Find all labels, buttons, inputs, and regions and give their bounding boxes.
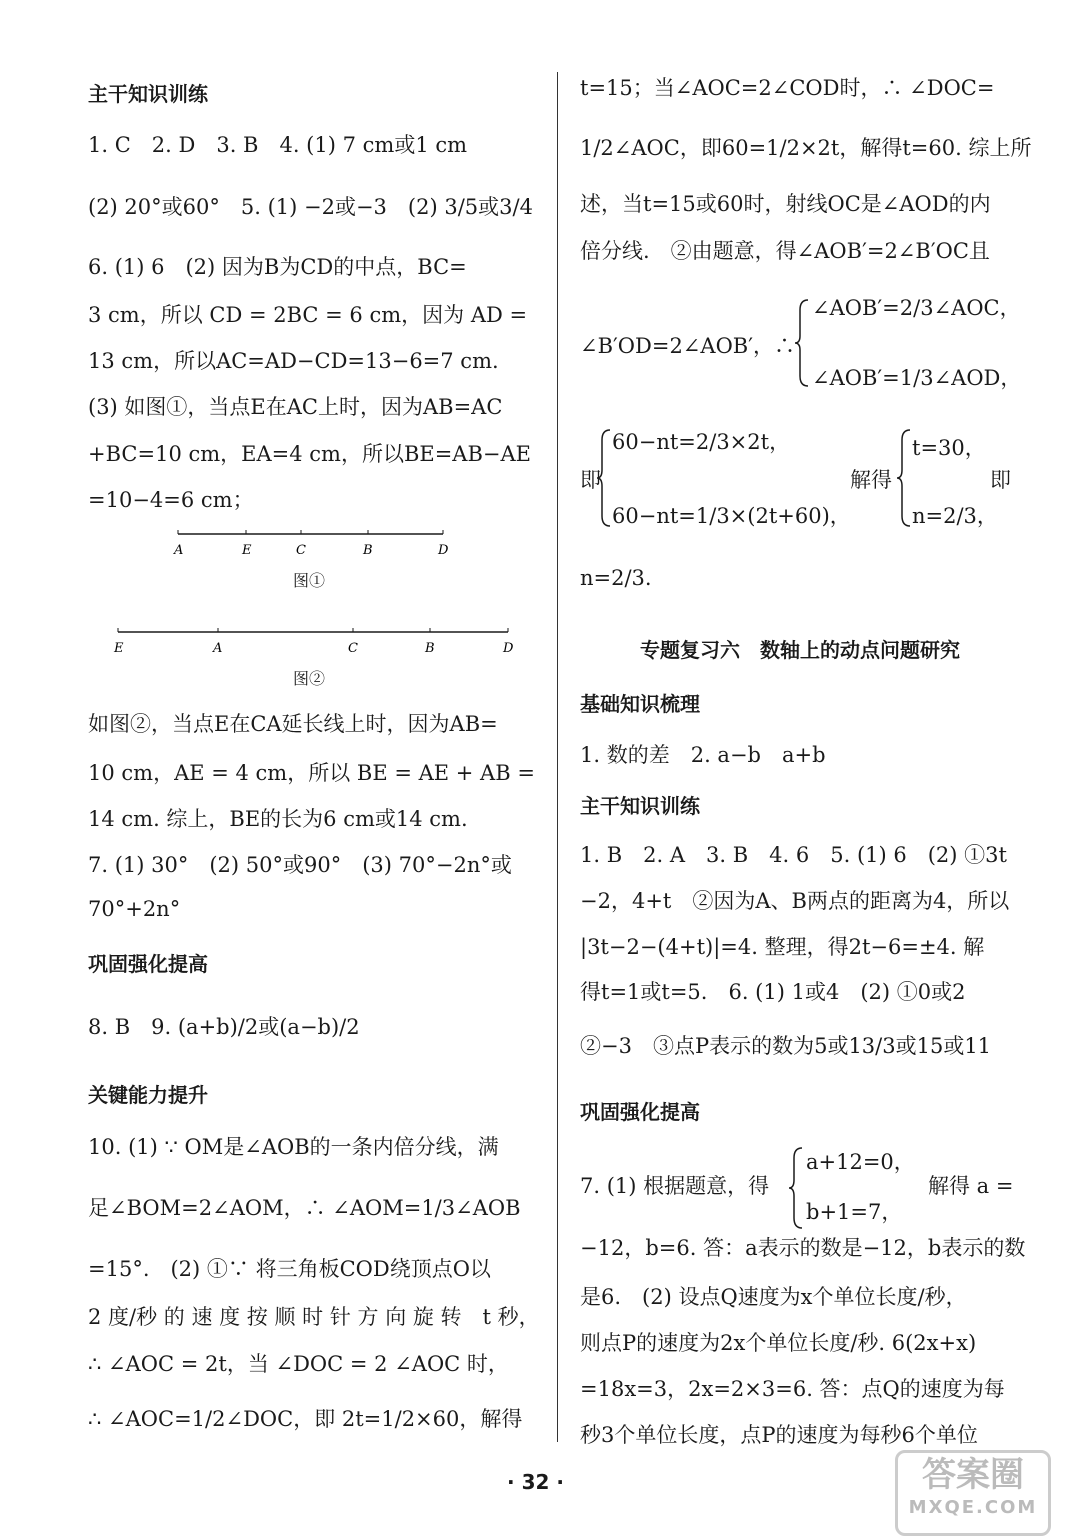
answer-line: 则点P的速度为2x个单位长度/秒. 6(2x+x) bbox=[580, 1331, 977, 1355]
answer-line: (3) 如图①，当点E在AC上时，因为AB=AC bbox=[88, 395, 503, 419]
answer-line: 13 cm，所以AC=AD−CD=13−6=7 cm. bbox=[88, 349, 499, 373]
system-eq-1b: ∠AOB′=1/3∠AOD， bbox=[812, 366, 1022, 390]
section-heading: 巩固强化提高 bbox=[580, 1100, 700, 1124]
answer-line: =15°. (2) ①∵ 将三角板COD绕顶点O以 bbox=[88, 1257, 491, 1281]
system-lead-ji: 即 bbox=[580, 468, 601, 492]
answer-line: 7. (1) 根据题意，得 bbox=[580, 1174, 770, 1198]
fig1-label-b: B bbox=[363, 543, 373, 558]
answer-line: 2 度/秒 的 速 度 按 顺 时 针 方 向 旋 转 t 秒， bbox=[88, 1305, 540, 1329]
watermark-sub: MXQE.COM bbox=[908, 1497, 1038, 1518]
answer-line: −12，b=6. 答：a表示的数是−12，b表示的数 bbox=[580, 1236, 1026, 1260]
system-eq-3a: a+12=0， bbox=[806, 1150, 915, 1174]
answer-line: 1. B 2. A 3. B 4. 6 5. (1) 6 (2) ①3t bbox=[580, 843, 1007, 867]
system-lead-ji2: 即 bbox=[990, 468, 1011, 492]
answer-line: 3 cm，所以 CD = 2BC = 6 cm，因为 AD = bbox=[88, 303, 528, 327]
section-heading: 主干知识训练 bbox=[88, 82, 208, 106]
answer-line: =18x=3，2x=2×3=6. 答：点Q的速度为每 bbox=[580, 1377, 1005, 1401]
answer-line: =10−4=6 cm； bbox=[88, 488, 254, 512]
answer-line: 如图②，当点E在CA延长线上时，因为AB= bbox=[88, 712, 498, 736]
system-eq-1a: ∠AOB′=2/3∠AOC， bbox=[812, 296, 1021, 320]
brace-4 bbox=[788, 1146, 804, 1230]
answer-line: 解得 a = bbox=[928, 1174, 1014, 1198]
answer-line: ∴ ∠AOC = 2t，当 ∠DOC = 2 ∠AOC 时， bbox=[88, 1352, 509, 1376]
figure-2 bbox=[108, 620, 518, 660]
fig2-label-d: D bbox=[503, 641, 514, 656]
answer-line: n=2/3. bbox=[580, 566, 652, 590]
answer-line: 70°+2n° bbox=[88, 897, 181, 921]
section-heading: 基础知识梳理 bbox=[580, 692, 700, 716]
fig1-label-d: D bbox=[438, 543, 449, 558]
answer-line: 述，当t=15或60时，射线OC是∠AOD的内 bbox=[580, 192, 991, 216]
page-number: · 32 · bbox=[507, 1470, 564, 1494]
answer-line: ②−3 ③点P表示的数为5或13/3或15或11 bbox=[580, 1034, 992, 1058]
section-heading: 关键能力提升 bbox=[88, 1083, 208, 1107]
answer-line: −2，4+t ②因为A、B两点的距离为4，所以 bbox=[580, 889, 1010, 913]
answer-line: 8. B 9. (a+b)/2或(a−b)/2 bbox=[88, 1015, 360, 1039]
brace-2 bbox=[596, 428, 612, 528]
fig2-label-c: C bbox=[348, 641, 358, 656]
watermark-text: 答案圈 bbox=[922, 1455, 1024, 1495]
answer-line: |3t−2−(4+t)|=4. 整理，得2t−6=±4. 解 bbox=[580, 935, 985, 959]
system-eq-3b: b+1=7， bbox=[806, 1200, 903, 1224]
figure-1 bbox=[168, 522, 458, 562]
fig2-label-a: A bbox=[213, 641, 223, 656]
answer-line: 1/2∠AOC，即60=1/2×2t，解得t=60. 综上所 bbox=[580, 136, 1032, 160]
answer-line: 倍分线. ②由题意，得∠AOB′=2∠B′OC且 bbox=[580, 239, 990, 263]
answer-line: 秒3个单位长度，点P的速度为每秒6个单位 bbox=[580, 1423, 978, 1447]
system-eq-lead: ∠B′OD=2∠AOB′，∴ bbox=[580, 334, 795, 358]
system-sol-t: t=30， bbox=[912, 436, 986, 460]
watermark-logo bbox=[895, 1450, 1051, 1536]
system-eq-2b: 60−nt=1/3×(2t+60)， bbox=[612, 504, 851, 528]
answer-line: 1. 数的差 2. a−b a+b bbox=[580, 743, 826, 767]
answer-line: (2) 20°或60° 5. (1) −2或−3 (2) 3/5或3/4 bbox=[88, 195, 533, 219]
fig1-label-e: E bbox=[242, 543, 252, 558]
answer-line: 得t=1或t=5. 6. (1) 1或4 (2) ①0或2 bbox=[580, 980, 966, 1004]
figure-1-caption: 图① bbox=[293, 571, 326, 590]
fig2-label-e: E bbox=[114, 641, 124, 656]
column-divider bbox=[557, 72, 558, 1442]
answer-line: 7. (1) 30° (2) 50°或90° (3) 70°−2n°或 bbox=[88, 853, 512, 877]
answer-line: 1. C 2. D 3. B 4. (1) 7 cm或1 cm bbox=[88, 133, 468, 157]
fig2-label-b: B bbox=[425, 641, 435, 656]
answer-line: ∴ ∠AOC=1/2∠DOC，即 2t=1/2×60，解得 bbox=[88, 1407, 523, 1431]
brace-1 bbox=[794, 298, 810, 388]
system-sol-n: n=2/3， bbox=[912, 504, 998, 528]
answer-line: 6. (1) 6 (2) 因为B为CD的中点，BC= bbox=[88, 255, 467, 279]
answer-line: 足∠BOM=2∠AOM，∴ ∠AOM=1/3∠AOB bbox=[88, 1196, 521, 1220]
section-heading: 主干知识训练 bbox=[580, 794, 700, 818]
section-heading: 巩固强化提高 bbox=[88, 952, 208, 976]
fig1-label-c: C bbox=[296, 543, 306, 558]
fig1-label-a: A bbox=[174, 543, 184, 558]
answer-line: 10. (1) ∵ OM是∠AOB的一条内倍分线，满 bbox=[88, 1135, 499, 1159]
system-lead-jiede: 解得 bbox=[850, 468, 892, 492]
answer-line: 14 cm. 综上，BE的长为6 cm或14 cm. bbox=[88, 807, 468, 831]
answer-line: 是6. (2) 设点Q速度为x个单位长度/秒， bbox=[580, 1285, 967, 1309]
system-eq-2a: 60−nt=2/3×2t， bbox=[612, 430, 791, 454]
answer-line: 10 cm，AE = 4 cm，所以 BE = AE + AB = bbox=[88, 761, 535, 785]
page-number-value: 32 bbox=[521, 1470, 550, 1494]
answer-line: +BC=10 cm，EA=4 cm，所以BE=AB−AE bbox=[88, 442, 531, 466]
chapter-title: 专题复习六 数轴上的动点问题研究 bbox=[640, 638, 960, 662]
answer-line: t=15；当∠AOC=2∠COD时，∴ ∠DOC= bbox=[580, 76, 995, 100]
brace-3 bbox=[896, 428, 912, 528]
figure-2-caption: 图② bbox=[293, 669, 326, 688]
